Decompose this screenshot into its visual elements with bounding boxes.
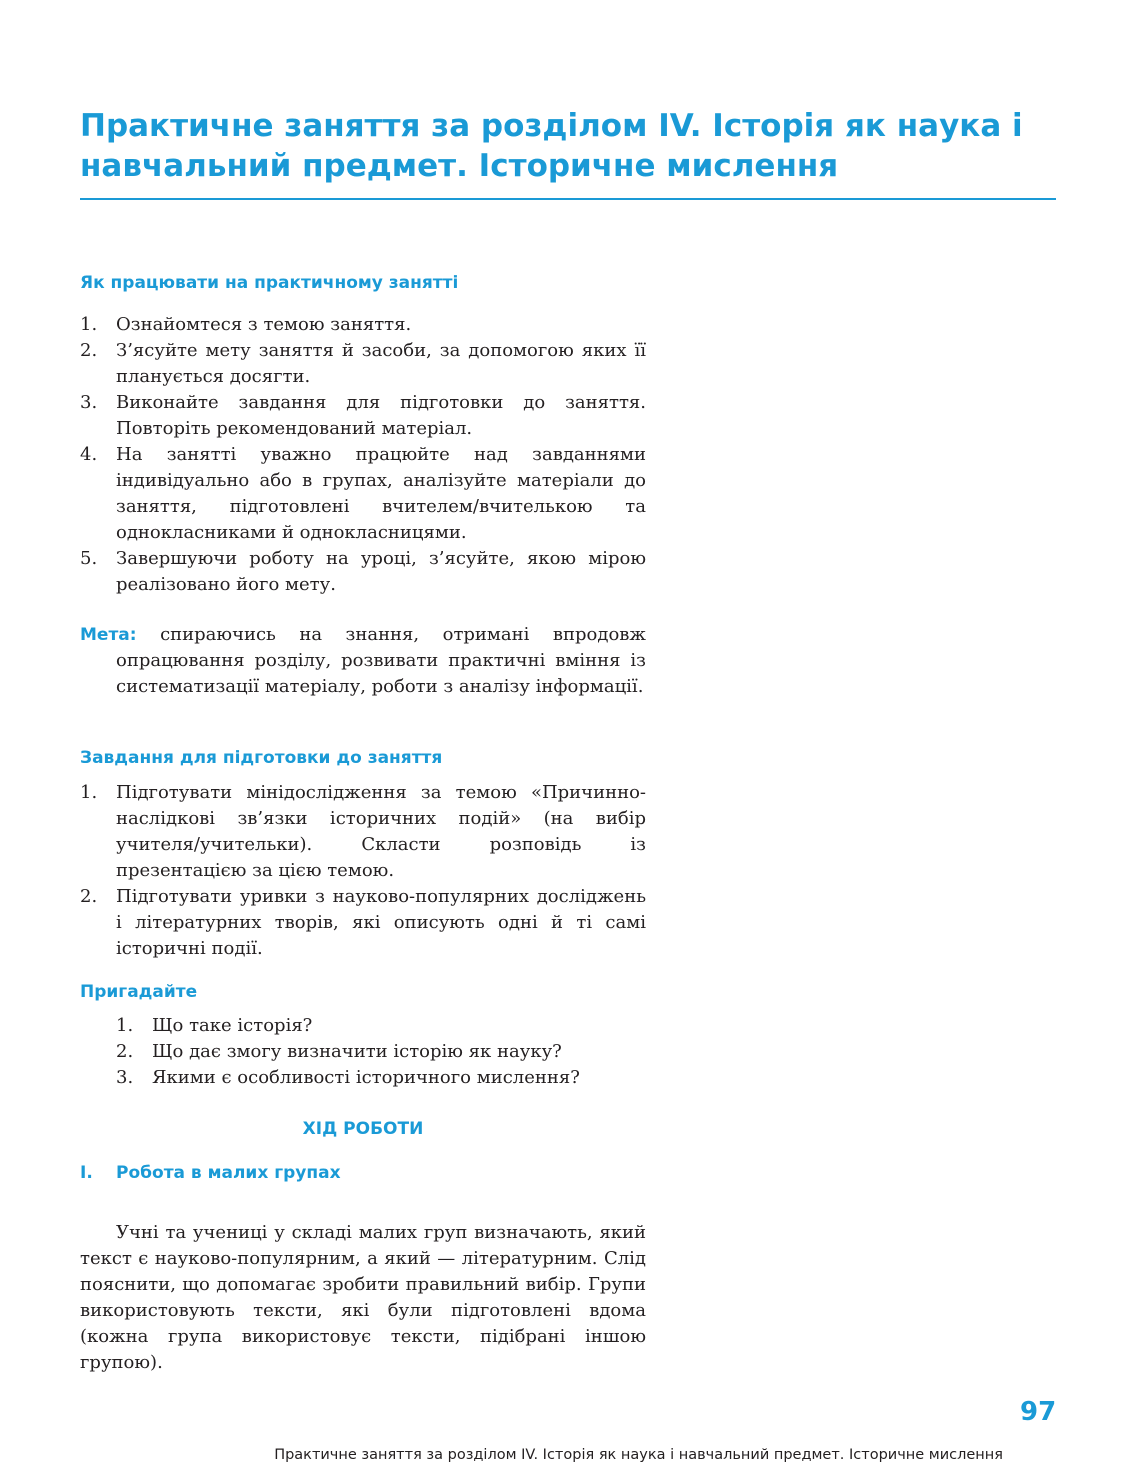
- list-item: 5. Завершуючи роботу на уроці, з’ясуйте, якою мірою реалізовано його мету.: [80, 548, 646, 595]
- how-to-heading: Як працювати на практичному занятті: [80, 273, 459, 293]
- section-title: Робота в малих групах: [116, 1163, 341, 1183]
- workflow-heading: ХІД РОБОТИ: [302, 1119, 424, 1139]
- recall-list: [116, 1013, 656, 1091]
- title-divider: [80, 198, 1056, 200]
- page-title: Практичне заняття за розділом IV. Історія як наука і навчальний предмет. Історичне мислення: [80, 108, 1023, 184]
- page-number: 97: [1020, 1397, 1057, 1427]
- list-item: 2. Підготувати уривки з науково-популярних досліджень і літературних творів, які описують одні й ті самі історичні події.: [80, 886, 646, 959]
- list-item: 3. Виконайте завдання для підготовки до заняття. Повторіть рекомендований матеріал.: [80, 392, 646, 439]
- workflow-paragraph: Учні та учениці у складі малих груп визначають, який текст є науково-популярним, а який — літературним. Слід пояснити, що допомагає зробити правильний вибір. Групи використовують тексти, які були підготовлені вдома (кожна група використовує тексти, підібрані іншою групою).: [80, 1222, 646, 1373]
- goal-paragraph: [80, 622, 646, 700]
- list-item: 1. Ознайомтеся з темою заняття.: [80, 314, 412, 335]
- list-item: 2. Що дає змогу визначити історію як науку?: [116, 1041, 562, 1062]
- list-item: 4. На занятті уважно працюйте над завданнями індивідуально або в групах, аналізуйте матеріали до заняття, підготовлені вчителем/вчителькою та однокласниками й однокласницями.: [80, 444, 646, 543]
- running-footer: Практичне заняття за розділом IV. Історія як наука і навчальний предмет. Історичне мислення: [274, 1447, 1003, 1463]
- list-item: 3. Якими є особливості історичного мислення?: [116, 1067, 580, 1088]
- section-number: I.: [80, 1163, 93, 1183]
- recall-heading: Пригадайте: [80, 982, 198, 1002]
- goal-label: Мета:: [80, 625, 137, 645]
- prep-heading: Завдання для підготовки до заняття: [80, 748, 443, 768]
- prep-list: [80, 780, 646, 962]
- section-heading: [80, 1162, 341, 1184]
- list-item: 2. З’ясуйте мету заняття й засоби, за допомогою яких її планується досягти.: [80, 340, 646, 387]
- how-to-list: [80, 312, 646, 598]
- goal-text: спираючись на знання, отримані впродовж опрацювання розділу, розвивати практичні вміння із систематизації матеріалу, роботи з аналізу інформації.: [116, 624, 646, 697]
- list-item: 1. Що таке історія?: [116, 1015, 313, 1036]
- list-item: 1. Підготувати мінідослідження за темою «Причинно-наслідкові зв’язки історичних подій» (на вибір учителя/учительки). Скласти розповідь із презентацією за цією темою.: [80, 782, 646, 881]
